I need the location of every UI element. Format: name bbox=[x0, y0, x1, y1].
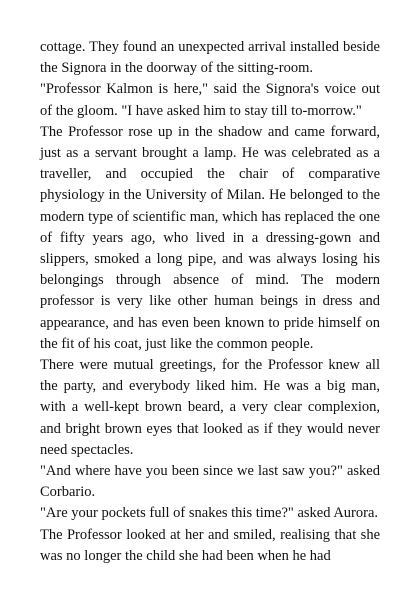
paragraph-arrival: cottage. They found an unexpected arrival installed beside the Signora in the doorway of the sitting-room. bbox=[40, 39, 380, 77]
paragraph-professor-description: The Professor rose up in the shadow and came forward, just as a servant brought a lamp. He was celebrated as a traveller, and occupied the chair of comparative physiology in the University of Milan. He belonged to the modern type of scientific man, which has replaced the one of fifty years ago, who lived in a dressing-gown and slippers, smoked a long pipe, and was always losing his belongings through absence of mind. The modern professor is very like other human beings in dress and appearance, and has even been known to pride himself on the fit of his coat, just like the common people. bbox=[40, 123, 380, 352]
paragraph-professor-smile: The Professor looked at her and smiled, realising that she was no longer the child she had been when he had bbox=[40, 526, 380, 564]
paragraph-signora-speech: "Professor Kalmon is here," said the Signora's voice out of the gloom. "I have asked him to stay till to-morrow." bbox=[40, 81, 380, 119]
paragraph-aurora-question: "Are your pockets full of snakes this time?" asked Aurora. bbox=[40, 505, 379, 522]
paragraph-greetings: There were mutual greetings, for the Professor knew all the party, and everybody liked him. He was a big man, with a well-kept brown beard, a very clear complexion, and bright brown eyes that looked as if they would never need spectacles. bbox=[40, 357, 380, 458]
paragraph-corbario-question: "And where have you been since we last saw you?" asked Corbario. bbox=[40, 463, 380, 501]
page-body bbox=[40, 37, 380, 567]
